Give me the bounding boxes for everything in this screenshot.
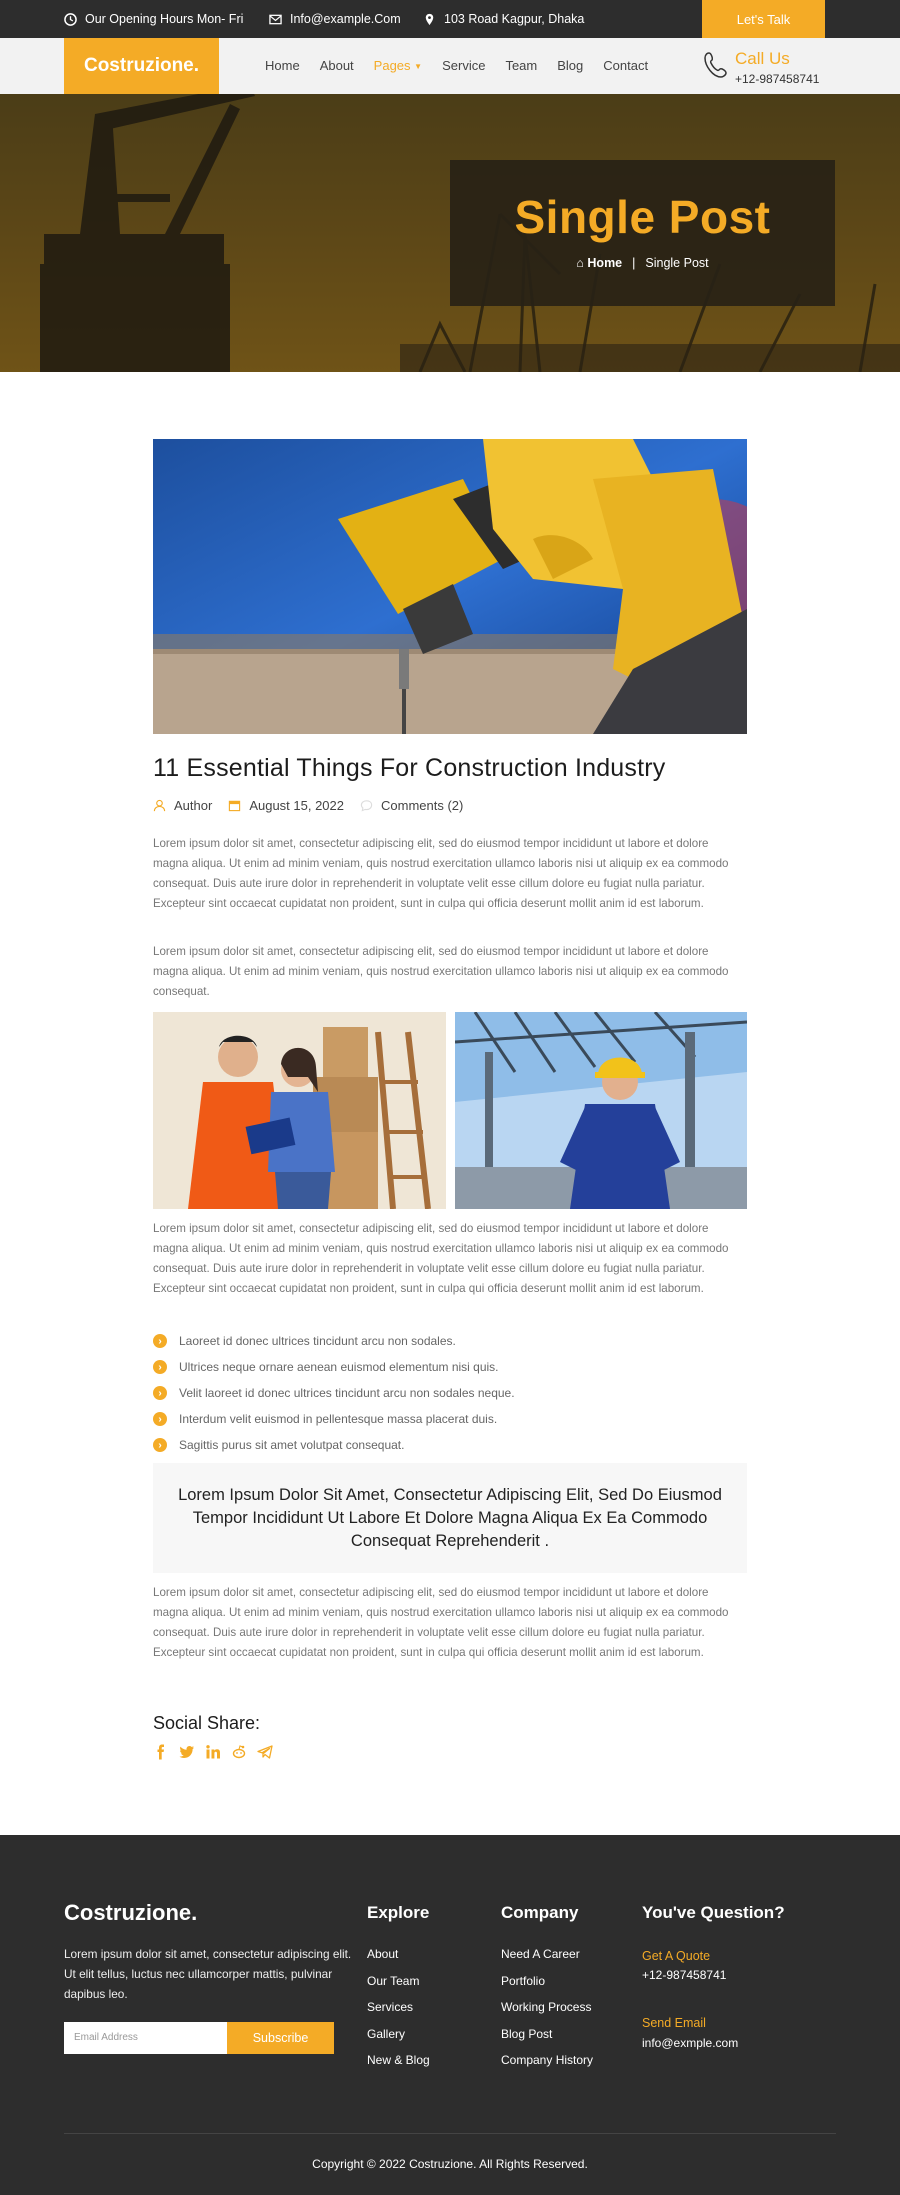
- nav-pages[interactable]: [374, 58, 422, 73]
- nav-team[interactable]: Team: [505, 58, 538, 73]
- post-bullet-list: [153, 1328, 515, 1458]
- nav-about[interactable]: About: [319, 58, 354, 73]
- footer-link-about[interactable]: About: [367, 1947, 399, 1961]
- copyright-text: Copyright © 2022 Costruzione. All Rights Reserved.: [312, 2157, 588, 2171]
- breadcrumb-separator: |: [632, 256, 636, 270]
- opening-hours-text: Our Opening Hours Mon- Fri: [85, 12, 244, 26]
- list-item: [153, 1354, 515, 1380]
- send-email-address[interactable]: info@exmple.com: [642, 2036, 739, 2050]
- calendar-icon: [228, 799, 241, 812]
- footer-question-title: You've Question?: [642, 1903, 785, 1922]
- footer-link-gallery[interactable]: Gallery: [367, 2026, 406, 2041]
- hero-title-card: [450, 160, 835, 306]
- logo-text: Costruzione.: [83, 55, 200, 76]
- newsletter-email-input[interactable]: Email Address: [64, 2022, 227, 2054]
- clock-icon: [64, 13, 77, 26]
- footer-divider: [64, 2133, 836, 2134]
- footer-explore-title: Explore: [367, 1903, 430, 1922]
- call-us-number: +12-987458741: [735, 72, 820, 86]
- telegram-icon[interactable]: [257, 1744, 273, 1760]
- post-comments[interactable]: Comments (2): [381, 798, 464, 813]
- breadcrumb: [450, 256, 835, 270]
- chevron-right-icon: ›: [153, 1334, 167, 1348]
- footer-link-news-blog[interactable]: New & Blog: [367, 2053, 430, 2067]
- footer-about-text: Lorem ipsum dolor sit amet, consectetur adipiscing elit. Ut elit tellus, luctus nec ullamcorper mattis, pulvinar dapibus leo.: [64, 1947, 352, 2001]
- chevron-down-icon: ▼: [414, 62, 423, 72]
- footer-explore-column: [367, 1903, 430, 2080]
- main-header: [0, 38, 900, 94]
- footer-link-services[interactable]: Services: [367, 2000, 414, 2014]
- footer-link-company-history[interactable]: Company History: [501, 2053, 594, 2067]
- map-pin-icon: [423, 13, 436, 26]
- envelope-icon: [269, 13, 282, 26]
- top-bar: [0, 0, 900, 38]
- post-date: August 15, 2022: [249, 798, 345, 813]
- post-image-engineer: [455, 1012, 747, 1209]
- page-title: Single Post: [514, 191, 771, 243]
- nav-blog[interactable]: Blog: [557, 58, 584, 73]
- topbar-address: [423, 12, 584, 26]
- blockquote: [153, 1463, 747, 1573]
- linkedin-icon[interactable]: [205, 1744, 221, 1760]
- list-item-text: Interdum velit euismod in pellentesque massa placerat duis.: [179, 1412, 498, 1426]
- footer-link-career[interactable]: Need A Career: [501, 1947, 580, 1961]
- breadcrumb-current: Single Post: [645, 256, 709, 270]
- post-paragraph-3: Lorem ipsum dolor sit amet, consectetur adipiscing elit, sed do eiusmod tempor incididunt ut labore et dolore magna aliqua. Ut enim ad minim veniam, quis nostrud exercitation ullamco laboris nisi ut aliquip ex ea commodo consequat. Duis aute irure dolor in reprehenderit in voluptate velit esse cillum dolore eu fugiat nulla pariatur. Excepteur sint occaecat cupidatat non proident, sunt in culpa qui officia deserunt mollit anim id est laborum.: [153, 1222, 729, 1295]
- social-share-links: [153, 1744, 273, 1760]
- footer-question-column: [642, 1903, 785, 1923]
- footer-logo[interactable]: Costruzione.: [64, 1900, 198, 1925]
- list-item: [153, 1432, 515, 1458]
- get-quote-phone[interactable]: +12-987458741: [642, 1968, 727, 1982]
- page-hero: [0, 94, 900, 372]
- post-image-workers: [153, 1012, 446, 1209]
- post-featured-image: [153, 439, 747, 734]
- chevron-right-icon: ›: [153, 1438, 167, 1452]
- nav-service[interactable]: Service: [442, 58, 486, 73]
- chevron-right-icon: ›: [153, 1386, 167, 1400]
- subscribe-button[interactable]: Subscribe: [227, 2022, 334, 2054]
- chevron-right-icon: ›: [153, 1360, 167, 1374]
- post-paragraph-1: Lorem ipsum dolor sit amet, consectetur adipiscing elit, sed do eiusmod tempor incididunt ut labore et dolore magna aliqua. Ut enim ad minim veniam, quis nostrud exercitation ullamco laboris nisi ut aliquip ex ea commodo consequat. Duis aute irure dolor in reprehenderit in voluptate velit esse cillum dolore eu fugiat nulla pariatur. Excepteur sint occaecat cupidatat non proident, sunt in culpa qui officia deserunt mollit anim id est laborum.: [153, 837, 729, 910]
- topbar-email-text: Info@example.Com: [290, 12, 401, 26]
- lets-talk-button[interactable]: Let's Talk: [702, 0, 825, 38]
- footer-link-working-process[interactable]: Working Process: [501, 2000, 592, 2014]
- post-meta: [153, 798, 463, 813]
- list-item-text: Laoreet id donec ultrices tincidunt arcu non sodales.: [179, 1334, 456, 1348]
- twitter-icon[interactable]: [179, 1744, 195, 1760]
- logo[interactable]: [64, 38, 219, 94]
- workers-photo: [153, 1012, 446, 1209]
- get-quote-label: Get A Quote: [642, 1949, 711, 1963]
- main-nav: [265, 58, 648, 73]
- list-item: [153, 1328, 515, 1354]
- list-item-text: Velit laoreet id donec ultrices tincidunt arcu non sodales neque.: [179, 1386, 515, 1400]
- nav-pages-label: Pages: [373, 58, 411, 73]
- engineer-photo: [455, 1012, 747, 1209]
- phone-icon: [704, 50, 730, 80]
- social-share-title: Social Share:: [153, 1713, 261, 1733]
- post-paragraph-2: Lorem ipsum dolor sit amet, consectetur adipiscing elit, sed do eiusmod tempor incididunt ut labore et dolore magna aliqua. Ut enim ad minim veniam, quis nostrud exercitation ullamco laboris nisi ut aliquip ex ea commodo consequat.: [153, 945, 729, 998]
- topbar-address-text: 103 Road Kagpur, Dhaka: [444, 12, 585, 26]
- post-paragraph-4: Lorem ipsum dolor sit amet, consectetur adipiscing elit, sed do eiusmod tempor incididunt ut labore et dolore magna aliqua. Ut enim ad minim veniam, quis nostrud exercitation ullamco laboris nisi ut aliquip ex ea commodo consequat. Duis aute irure dolor in reprehenderit in voluptate velit esse cillum dolore eu fugiat nulla pariatur. Excepteur sint occaecat cupidatat non proident, sunt in culpa qui officia deserunt mollit anim id est laborum.: [153, 1586, 729, 1659]
- footer-link-our-team[interactable]: Our Team: [367, 1973, 420, 1988]
- topbar-email[interactable]: [269, 12, 401, 26]
- list-item-text: Sagittis purus sit amet volutpat consequat.: [179, 1438, 405, 1452]
- comment-icon: [360, 799, 373, 812]
- footer-company-title: Company: [501, 1903, 579, 1922]
- footer-link-portfolio[interactable]: Portfolio: [501, 1973, 546, 1988]
- call-us-label: Call Us: [735, 49, 790, 68]
- post-title: 11 Essential Things For Construction Industry: [153, 754, 666, 782]
- breadcrumb-home[interactable]: [576, 256, 622, 270]
- list-item: [153, 1380, 515, 1406]
- drill-photo: [153, 439, 747, 734]
- opening-hours: [64, 12, 243, 26]
- footer-link-blog-post[interactable]: Blog Post: [501, 2026, 553, 2041]
- breadcrumb-home-label: Home: [587, 256, 623, 270]
- user-icon: [153, 799, 166, 812]
- nav-home[interactable]: Home: [265, 58, 300, 73]
- nav-contact[interactable]: Contact: [603, 58, 649, 73]
- list-item: [153, 1406, 515, 1432]
- blockquote-text: Lorem Ipsum Dolor Sit Amet, Consectetur Adipiscing Elit, Sed Do Eiusmod Tempor Incididunt Ut Labore Et Dolore Magna Aliqua Ex Ea Commodo Consequat Reprehenderit .: [178, 1485, 722, 1550]
- home-icon: ⌂: [576, 256, 584, 270]
- send-email-label: Send Email: [642, 2016, 706, 2030]
- post-author[interactable]: Author: [174, 798, 213, 813]
- site-footer: [0, 1835, 900, 2195]
- list-item-text: Ultrices neque ornare aenean euismod elementum nisi quis.: [179, 1360, 499, 1374]
- reddit-icon[interactable]: [231, 1744, 247, 1760]
- chevron-right-icon: ›: [153, 1412, 167, 1426]
- footer-company-column: [501, 1903, 593, 2080]
- facebook-icon[interactable]: [153, 1744, 169, 1760]
